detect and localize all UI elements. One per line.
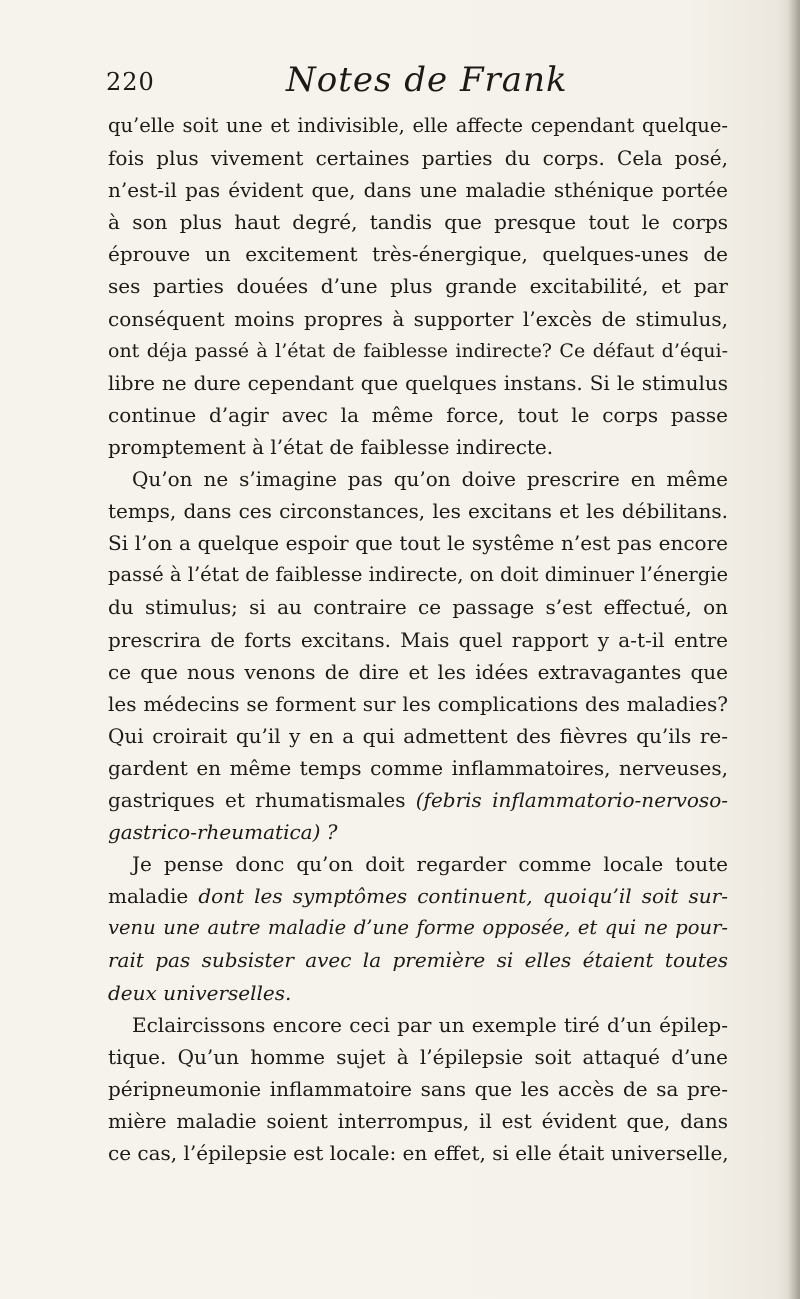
text-line: promptement à l’état de faiblesse indirecte. — [108, 434, 554, 459]
text-line: gardent en même temps comme inflammatoires, nerveuses, — [108, 755, 728, 780]
italic-text: gastrico-rheumatica) ? — [108, 820, 338, 845]
text-line: n’est-il pas évident que, dans une maladie sthénique portée — [108, 178, 728, 203]
text-line: péripneumonie inflammatoire sans que les accès de sa pre- — [108, 1076, 728, 1101]
text-line: Je pense donc qu’on doit regarder comme locale toute — [132, 852, 728, 877]
running-title: Notes de Frank — [286, 60, 568, 100]
text-line: Si l’on a quelque espoir que tout le systême n’est pas encore — [108, 531, 728, 556]
page-header — [106, 60, 706, 110]
body-text — [108, 110, 728, 1169]
text-line: prescrira de forts excitans. Mais quel rapport y a-t-il entre — [108, 627, 728, 652]
italic-text: dont les symptômes continuent, quoiqu’il soit sur- — [198, 884, 728, 909]
text-line: ses parties douées d’une plus grande excitabilité, et par — [108, 274, 728, 299]
text-line: du stimulus; si au contraire ce passage s’est effectué, on — [108, 595, 728, 620]
text-line — [108, 880, 728, 912]
text-line: ce que nous venons de dire et les idées extravagantes que — [108, 659, 728, 684]
text-line: fois plus vivement certaines parties du corps. Cela posé, — [108, 146, 728, 171]
text-line: conséquent moins propres à supporter l’excès de stimulus, — [108, 306, 728, 331]
text-line: temps, dans ces circonstances, les excitans et les débilitans. — [108, 499, 728, 524]
text-line — [108, 816, 728, 848]
text-line — [108, 784, 728, 816]
italic-text-line: rait pas subsister avec la première si elles étaient toutes — [108, 948, 728, 973]
page-edge-shadow — [788, 0, 800, 1299]
text-line: à son plus haut degré, tandis que presque tout le corps — [108, 210, 728, 235]
text-line: continue d’agir avec la même force, tout le corps passe — [108, 402, 728, 427]
text-line: ce cas, l’épilepsie est locale: en effet, si elle était universelle, — [108, 1141, 729, 1165]
text-line: libre ne dure cependant que quelques instans. Si le stimulus — [108, 370, 728, 395]
text-line: tique. Qu’un homme sujet à l’épilepsie soit attaqué d’une — [108, 1044, 728, 1069]
text-line: mière maladie soient interrompus, il est évident que, dans — [108, 1108, 728, 1133]
text-line: Qui croirait qu’il y en a qui admettent des fièvres qu’ils re- — [108, 723, 728, 748]
text-line: Qu’on ne s’imagine pas qu’on doive prescrire en même — [132, 467, 728, 492]
italic-text-line: deux universelles. — [108, 980, 292, 1005]
text-line: éprouve un excitement très-énergique, quelques-unes de — [108, 242, 728, 267]
italic-text-line: venu une autre maladie d’une forme opposée, et qui ne pour- — [108, 916, 728, 940]
text-line: passé à l’état de faiblesse indirecte, on doit diminuer l’énergie — [108, 563, 728, 587]
page-number: 220 — [106, 68, 155, 96]
text-span: gastriques et rhumatismales — [108, 787, 416, 812]
text-span: maladie — [108, 884, 199, 909]
text-line: qu’elle soit une et indivisible, elle affecte cependant quelque- — [108, 114, 728, 137]
text-line: les médecins se forment sur les complications des maladies? — [108, 691, 728, 716]
text-line: Eclaircissons encore ceci par un exemple tiré d’un épilep- — [132, 1012, 728, 1037]
italic-text: (febris inflammatorio-nervoso- — [415, 787, 728, 812]
text-line: ont déja passé à l’état de faiblesse indirecte? Ce défaut d’équi- — [108, 339, 728, 362]
